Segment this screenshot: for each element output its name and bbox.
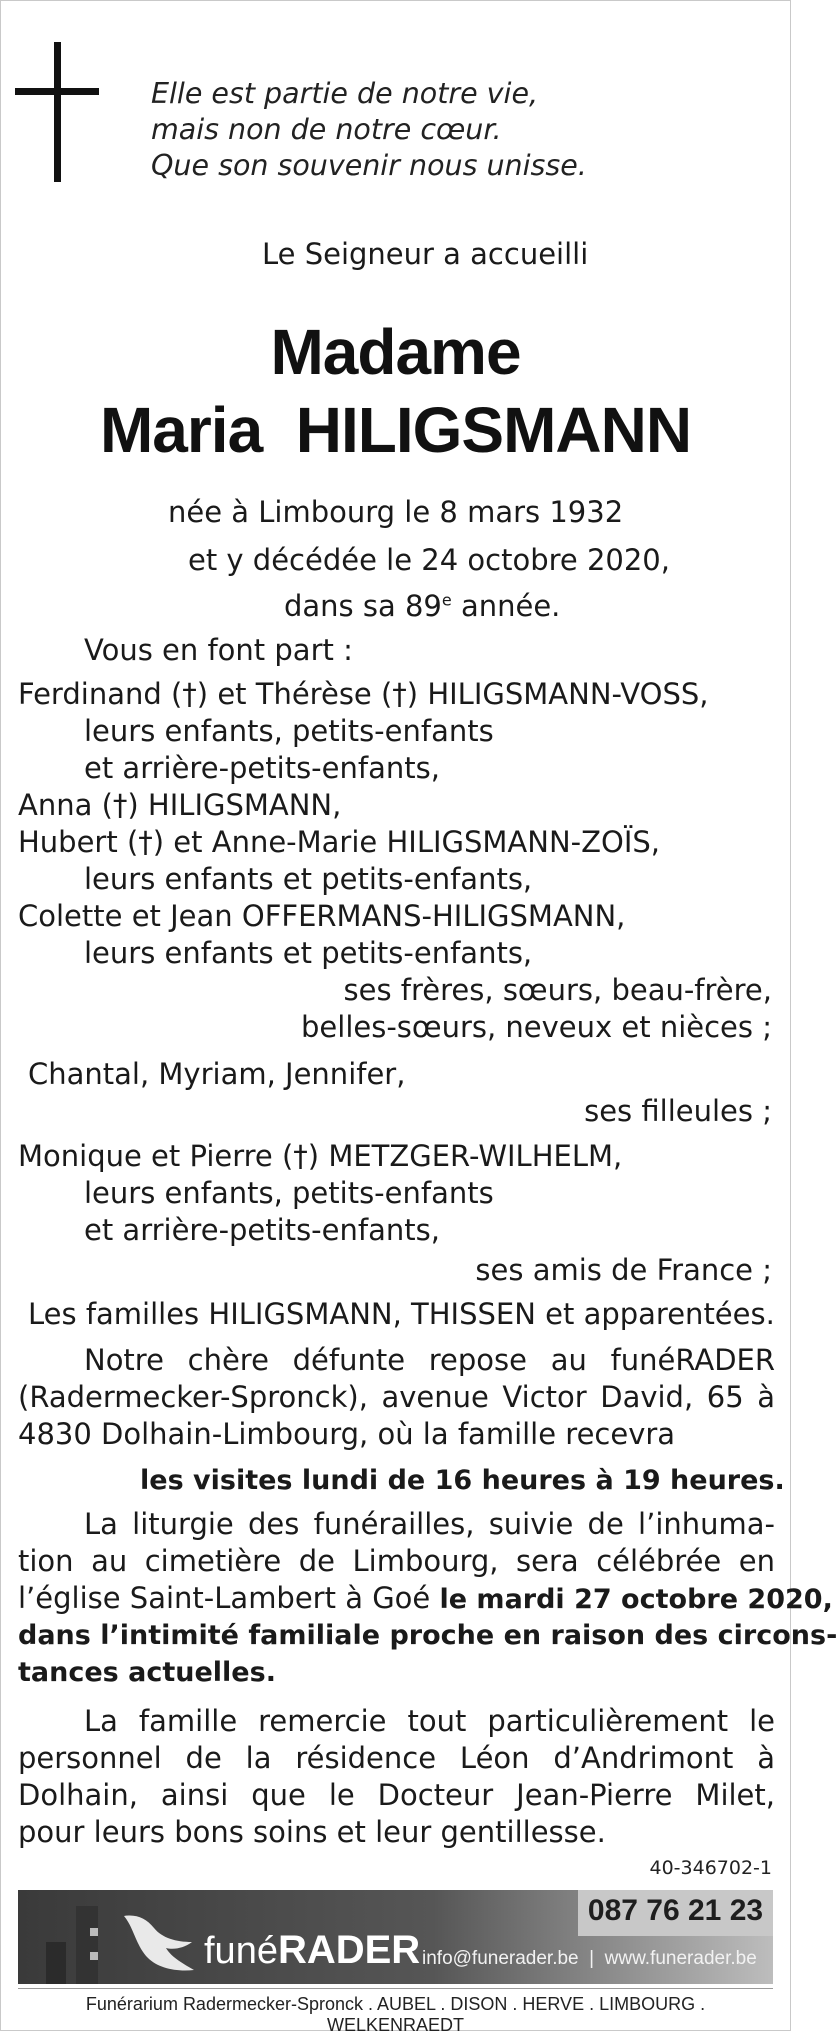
phone-number: 087 76 21 23 bbox=[587, 1894, 764, 1927]
age-text: dans sa 89 bbox=[284, 589, 442, 623]
family-line: ses filleules ; bbox=[584, 1094, 772, 1128]
family-line: leurs enfants et petits-enfants, bbox=[84, 936, 533, 970]
family-line: ses frères, sœurs, beau-frère, bbox=[343, 973, 772, 1007]
family-line: Chantal, Myriam, Jennifer, bbox=[28, 1057, 406, 1091]
birth-line: née à Limbourg le 8 mars 1932 bbox=[168, 495, 624, 529]
liturgy-line: tion au cimetière de Limbourg, sera célébrée en bbox=[18, 1544, 775, 1578]
family-line: leurs enfants, petits-enfants bbox=[84, 1176, 494, 1210]
reference-number: 40-346702-1 bbox=[649, 1857, 772, 1879]
logo-block bbox=[46, 1942, 66, 1984]
thanks-line: personnel de la résidence Léon d’Andrimont à bbox=[18, 1741, 775, 1775]
liturgy-line: tances actuelles. bbox=[18, 1657, 276, 1688]
thanks-line: La famille remercie tout particulièrement le bbox=[84, 1704, 775, 1738]
epigraph-line: Elle est partie de notre vie, bbox=[151, 77, 539, 110]
family-line: Colette et Jean OFFERMANS-HILIGSMANN, bbox=[18, 899, 626, 933]
liturgy-line bbox=[18, 1580, 833, 1618]
thanks-line: pour leurs bons soins et leur gentillesse. bbox=[18, 1815, 606, 1849]
age-superscript: e bbox=[441, 590, 452, 610]
cross-icon bbox=[54, 42, 61, 182]
rest-line: 4830 Dolhain-Limbourg, où la famille recevra bbox=[18, 1417, 676, 1451]
family-line: et arrière-petits-enfants, bbox=[84, 751, 440, 785]
age-suffix: année. bbox=[451, 589, 561, 623]
death-line: et y décédée le 24 octobre 2020, bbox=[188, 543, 670, 577]
liturgy-date: le mardi 27 octobre 2020, bbox=[439, 1584, 833, 1615]
footer-locations: Funérarium Radermecker-Spronck . AUBEL . DISON . HERVE . LIMBOURG . WELKENRAEDT bbox=[85, 1994, 706, 2035]
rest-line: Notre chère défunte repose au funéRADER bbox=[84, 1343, 775, 1377]
dove-icon bbox=[114, 1898, 204, 1982]
epigraph-line: mais non de notre cœur. bbox=[151, 113, 502, 146]
brand-prefix: funé bbox=[204, 1930, 278, 1972]
family-line: Anna (†) HILIGSMANN, bbox=[18, 788, 342, 822]
logo-block bbox=[76, 1906, 98, 1984]
announce-text: Vous en font part : bbox=[84, 633, 353, 667]
brand-logo bbox=[204, 1928, 420, 1973]
family-line: leurs enfants, petits-enfants bbox=[84, 714, 494, 748]
epigraph-line: Que son souvenir nous unisse. bbox=[151, 149, 587, 182]
age-line bbox=[284, 588, 560, 625]
cross-icon-bar bbox=[15, 88, 99, 95]
family-line: belles-sœurs, neveux et nièces ; bbox=[301, 1010, 772, 1044]
title-madame: Madame bbox=[270, 316, 521, 388]
family-line: Les familles HILIGSMANN, THISSEN et apparentées. bbox=[28, 1297, 775, 1331]
family-line: Monique et Pierre (†) METZGER-WILHELM, bbox=[18, 1139, 623, 1173]
liturgy-line: dans l’intimité familiale proche en raison des circons- bbox=[18, 1620, 837, 1651]
footer-divider bbox=[18, 1988, 773, 1989]
family-line: leurs enfants et petits-enfants, bbox=[84, 862, 533, 896]
family-line: Ferdinand (†) et Thérèse (†) HILIGSMANN-VOSS, bbox=[18, 677, 709, 711]
family-line: ses amis de France ; bbox=[475, 1253, 772, 1287]
thanks-line: Dolhain, ainsi que le Docteur Jean-Pierre Milet, bbox=[18, 1778, 775, 1812]
epigraph bbox=[151, 76, 587, 184]
family-line: et arrière-petits-enfants, bbox=[84, 1213, 440, 1247]
family-line: Hubert (†) et Anne-Marie HILIGSMANN-ZOÏS, bbox=[18, 825, 660, 859]
liturgy-church: l’église Saint-Lambert à Goé bbox=[18, 1581, 440, 1615]
funeral-home-banner bbox=[18, 1890, 773, 1984]
intro-text: Le Seigneur a accueilli bbox=[262, 237, 589, 271]
deceased-name: Maria HILIGSMANN bbox=[99, 394, 692, 466]
rest-line: (Radermecker-Spronck), avenue Victor David, 65 à bbox=[18, 1380, 775, 1414]
liturgy-line: La liturgie des funérailles, suivie de l’inhuma- bbox=[84, 1507, 775, 1541]
visits-text: les visites lundi de 16 heures à 19 heures. bbox=[140, 1465, 785, 1496]
contact-info: info@funerader.be | www.funerader.be bbox=[422, 1948, 757, 1969]
logo-dot bbox=[90, 1928, 98, 1936]
brand-bold: RADER bbox=[277, 1928, 421, 1972]
logo-dot bbox=[90, 1952, 98, 1960]
